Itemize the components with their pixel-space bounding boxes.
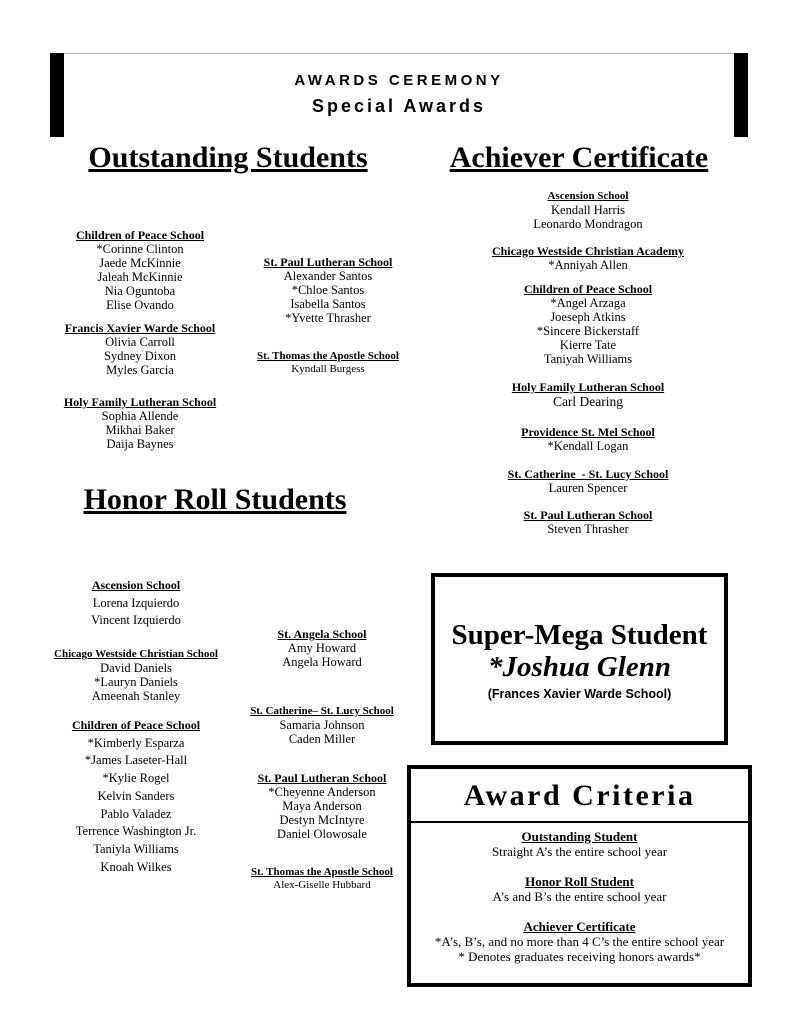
student-name: Olivia Carroll: [105, 335, 175, 349]
school-heading: St. Catherine - St. Lucy School: [507, 467, 669, 481]
school-heading: Francis Xavier Warde School: [64, 321, 216, 335]
student-name: Sophia Allende: [101, 409, 179, 423]
school-heading: Children of Peace School: [75, 228, 205, 242]
criteria-heading: Honor Roll Student: [525, 874, 634, 889]
school-heading: Holy Family Lutheran School: [63, 395, 217, 409]
student-name: *Sincere Bickerstaff: [536, 324, 640, 338]
school-heading: Providence St. Mel School: [521, 425, 655, 439]
student-name: Steven Thrasher: [547, 522, 629, 536]
award-criteria-box: [407, 765, 752, 987]
student-name: Daija Baynes: [106, 437, 174, 451]
student-name: Alex-Giselle Hubbard: [273, 879, 371, 891]
header-banner: [50, 53, 748, 137]
student-name: *Chloe Santos: [291, 283, 365, 297]
student-name: Daniel Olowosale: [277, 827, 367, 841]
student-name: *Corinne Clinton: [96, 242, 184, 256]
student-name: Ameenah Stanley: [91, 689, 181, 703]
criteria-item-outstanding: [411, 829, 748, 859]
outstanding-group-st-paul: [228, 255, 428, 325]
student-name: Carl Dearing: [552, 394, 624, 409]
student-name: *Kendall Logan: [547, 439, 629, 453]
student-name: *Lauryn Daniels: [94, 675, 178, 689]
criteria-title: Award Criteria: [463, 779, 696, 812]
student-name: Caden Miller: [288, 732, 356, 746]
student-name: David Daniels: [100, 661, 172, 675]
outstanding-title: Outstanding Students: [88, 141, 368, 174]
student-name: *Kimberly Esparza: [87, 735, 185, 750]
super-mega-school: (Frances Xavier Warde School): [487, 687, 672, 701]
student-name: Taniyla Williams: [93, 841, 179, 856]
student-name: Lauren Spencer: [548, 481, 628, 495]
achiever-group-chicago-westside: [478, 244, 698, 272]
student-name: Destyn McIntyre: [279, 813, 365, 827]
student-name: *Anniyah Allen: [548, 258, 628, 272]
student-name: *Kylie Rogel: [102, 771, 170, 786]
student-name: *James Laseter-Hall: [84, 753, 188, 768]
honor-group-st-angela: [222, 627, 422, 669]
student-name: Lorena Izquierdo: [92, 595, 180, 610]
criteria-description: Straight A’s the entire school year: [491, 844, 668, 859]
school-heading: St. Paul Lutheran School: [257, 771, 387, 785]
achiever-group-ascension: [488, 190, 688, 231]
criteria-heading: Achiever Certificate: [523, 919, 636, 934]
outstanding-group-children-of-peace: [40, 228, 240, 312]
student-name: Kelvin Sanders: [97, 788, 175, 803]
student-name: Amy Howard: [287, 641, 357, 655]
honor-group-chicago-westside: [30, 647, 242, 703]
school-heading: St. Paul Lutheran School: [523, 508, 653, 522]
student-name: Kierre Tate: [559, 338, 617, 352]
student-name: Myles Garcia: [106, 363, 174, 377]
achiever-group-children-of-peace: [488, 282, 688, 366]
banner-title: AWARDS CEREMONY: [294, 72, 504, 89]
student-name: Kendall Harris: [551, 203, 625, 217]
criteria-description: *A’s, B’s, and no more than 4 C’s the entire school year: [434, 934, 725, 949]
student-name: Isabella Santos: [290, 297, 366, 311]
criteria-description: A’s and B’s the entire school year: [492, 889, 667, 904]
student-name: Taniyah Williams: [543, 352, 633, 366]
school-heading: St. Thomas the Apostle School: [251, 866, 393, 878]
school-heading: Children of Peace School: [71, 718, 201, 732]
student-name: Kyndall Burgess: [291, 363, 365, 375]
school-heading: St. Catherine– St. Lucy School: [250, 705, 394, 717]
achiever-title: Achiever Certificate: [449, 141, 709, 174]
banner-subtitle: Special Awards: [311, 96, 487, 116]
outstanding-group-st-thomas: [228, 350, 428, 376]
criteria-note: * Denotes graduates receiving honors awards*: [458, 949, 701, 964]
honor-group-st-thomas: [222, 866, 422, 892]
banner-right-bar: [734, 53, 748, 137]
achiever-group-providence: [488, 425, 688, 453]
super-mega-title: Super-Mega Student: [451, 619, 708, 651]
student-name: Jaleah McKinnie: [97, 270, 183, 284]
student-name: *Angel Arzaga: [550, 296, 626, 310]
achiever-group-holy-family: [488, 380, 688, 410]
student-name: Vincent Izquierdo: [91, 613, 181, 628]
school-heading: Holy Family Lutheran School: [511, 380, 665, 394]
student-name: Joeseph Atkins: [550, 310, 626, 324]
student-name: Leonardo Mondragon: [533, 217, 643, 231]
student-name: Elise Ovando: [106, 298, 174, 312]
student-name: Jaede McKinnie: [99, 256, 181, 270]
honor-group-st-paul: [222, 771, 422, 841]
student-name: Angela Howard: [282, 655, 362, 669]
student-name: *Cheyenne Anderson: [268, 785, 376, 799]
honor-roll-title: Honor Roll Students: [83, 483, 347, 516]
student-name: *Yvette Thrasher: [285, 311, 371, 325]
school-heading: Children of Peace School: [523, 282, 653, 296]
school-heading: St. Paul Lutheran School: [263, 255, 393, 269]
achiever-group-st-paul: [488, 508, 688, 536]
honor-group-children-of-peace: [36, 717, 236, 876]
school-heading: St. Thomas the Apostle School: [257, 350, 399, 362]
student-name: Mikhai Baker: [105, 423, 175, 437]
student-name: Knoah Wilkes: [100, 859, 172, 874]
student-name: Maya Anderson: [282, 799, 362, 813]
outstanding-group-holy-family: [40, 395, 240, 451]
student-name: Terrence Washington Jr.: [75, 824, 197, 839]
student-name: Nia Oguntoba: [104, 284, 176, 298]
school-heading: St. Angela School: [277, 627, 367, 641]
school-heading: Ascension School: [91, 578, 181, 592]
achiever-group-st-catherine: [488, 467, 688, 495]
banner-left-bar: [50, 53, 64, 137]
student-name: Alexander Santos: [283, 269, 373, 283]
criteria-item-honor-roll: [411, 874, 748, 904]
super-mega-name: *Joshua Glenn: [488, 651, 671, 683]
school-heading: Ascension School: [547, 190, 629, 202]
honor-group-st-catherine: [222, 704, 422, 746]
criteria-item-achiever: [411, 919, 748, 949]
super-mega-box: [431, 573, 728, 745]
criteria-divider: [411, 821, 748, 823]
student-name: Samaria Johnson: [279, 718, 365, 732]
banner-top-rule: [64, 53, 734, 54]
outstanding-group-fxw: [40, 321, 240, 377]
criteria-heading: Outstanding Student: [521, 829, 638, 844]
student-name: Sydney Dixon: [104, 349, 176, 363]
honor-group-ascension: [36, 577, 236, 630]
school-heading: Chicago Westside Christian Academy: [491, 244, 685, 258]
school-heading: Chicago Westside Christian School: [54, 648, 218, 660]
student-name: Pablo Valadez: [100, 806, 172, 821]
